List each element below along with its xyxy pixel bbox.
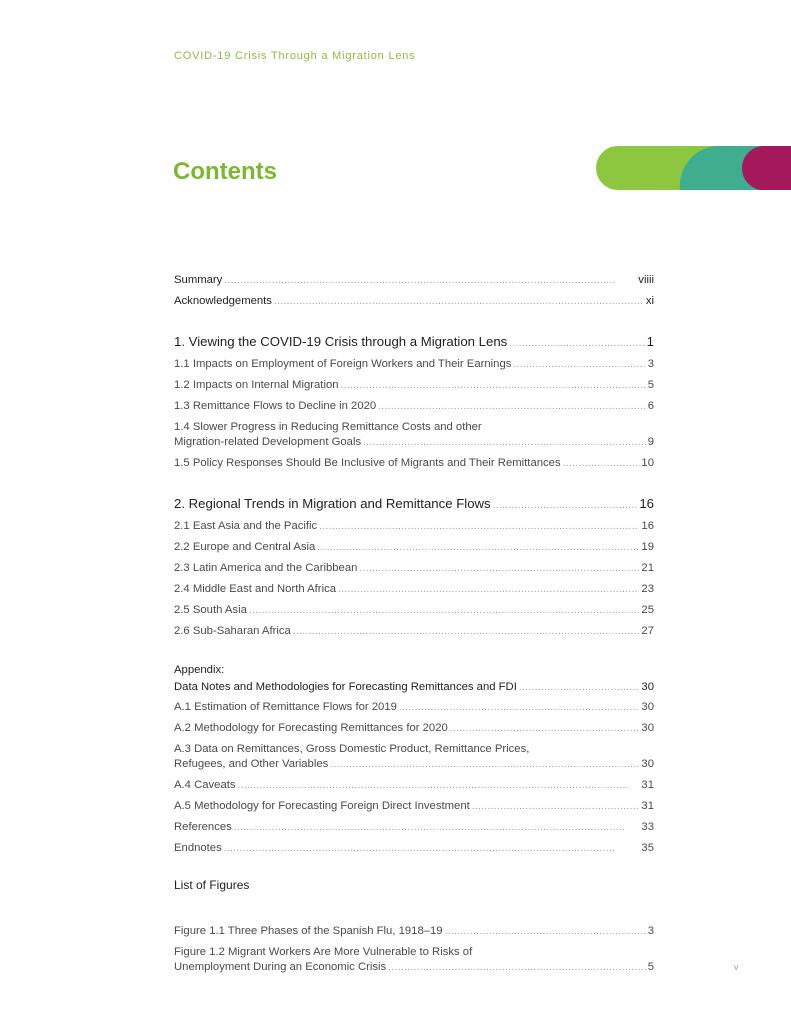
toc-entry-page: 3 xyxy=(647,358,654,370)
toc-entry-title: Endnotes xyxy=(174,842,222,854)
toc-entry-page: 30 xyxy=(641,722,654,734)
leader-dots xyxy=(493,494,638,516)
leader-dots xyxy=(472,796,640,817)
leader-dots xyxy=(317,537,639,558)
leader-dots xyxy=(513,354,645,375)
decorative-color-bar xyxy=(596,146,791,190)
toc-chapter-title: 2. Regional Trends in Migration and Remittance Flows xyxy=(174,496,491,511)
leader-dots xyxy=(274,291,644,312)
toc-entry-page: 35 xyxy=(641,842,654,854)
toc-entry-page: viiii xyxy=(638,274,654,286)
toc-entry-page: 9 xyxy=(647,436,654,448)
toc-entry-title: 2.2 Europe and Central Asia xyxy=(174,541,316,553)
toc-entry-title: Summary xyxy=(174,274,223,286)
toc-entry-page: 31 xyxy=(641,779,654,791)
toc-entry-page: 6 xyxy=(647,400,654,412)
table-of-contents xyxy=(174,270,654,978)
toc-section-1-5[interactable] xyxy=(174,453,654,474)
toc-entry-title: 2.5 South Asia xyxy=(174,604,247,616)
toc-chapter-title: 1. Viewing the COVID-19 Crisis through a Migration Lens xyxy=(174,334,508,349)
toc-entry-page: 16 xyxy=(639,496,654,511)
toc-section-a-1[interactable] xyxy=(174,697,654,718)
leader-dots xyxy=(293,621,640,642)
toc-section-a-4[interactable] xyxy=(174,775,654,796)
toc-section-1-4[interactable] xyxy=(174,420,654,450)
toc-entry-page: 30 xyxy=(641,681,654,693)
toc-section-a-5[interactable] xyxy=(174,796,654,817)
toc-figure-1-2[interactable] xyxy=(174,945,654,975)
toc-chapter-1[interactable] xyxy=(174,332,654,354)
toc-entry-page: 31 xyxy=(641,800,654,812)
toc-entry-page: 23 xyxy=(641,583,654,595)
leader-dots xyxy=(519,678,640,697)
toc-section-1-1[interactable] xyxy=(174,354,654,375)
toc-entry-page: 30 xyxy=(641,758,654,770)
toc-entry-title-line2: Refugees, and Other Variables xyxy=(174,758,329,770)
leader-dots xyxy=(363,435,646,450)
toc-entry-page: 27 xyxy=(641,625,654,637)
leader-dots xyxy=(341,375,646,396)
toc-entry-acknowledgements[interactable] xyxy=(174,291,654,312)
toc-entry-page: 1 xyxy=(646,334,654,349)
toc-entry-page: 16 xyxy=(641,520,654,532)
toc-section-2-2[interactable] xyxy=(174,537,654,558)
toc-entry-title: A.2 Methodology for Forecasting Remittances for 2020 xyxy=(174,722,448,734)
toc-entry-title-line1: 1.4 Slower Progress in Reducing Remittance Costs and other xyxy=(174,421,482,433)
page-number: v xyxy=(734,962,739,972)
toc-chapter-2[interactable] xyxy=(174,494,654,516)
running-header: COVID-19 Crisis Through a Migration Lens xyxy=(174,50,416,62)
toc-entry-title-line2: Unemployment During an Economic Crisis xyxy=(174,961,387,973)
toc-entry-title: A.1 Estimation of Remittance Flows for 2019 xyxy=(174,701,397,713)
toc-section-1-2[interactable] xyxy=(174,375,654,396)
leader-dots xyxy=(234,817,640,838)
toc-entry-page: 5 xyxy=(647,961,654,973)
leader-dots xyxy=(359,558,639,579)
toc-entry-title: 2.4 Middle East and North Africa xyxy=(174,583,337,595)
toc-entry-title: 2.6 Sub-Saharan Africa xyxy=(174,625,291,637)
list-of-figures-heading: List of Figures xyxy=(174,878,250,892)
toc-entry-title: Figure 1.1 Three Phases of the Spanish Flu, 1918–19 xyxy=(174,925,443,937)
toc-entry-page: 5 xyxy=(647,379,654,391)
toc-entry-page: 3 xyxy=(647,925,654,937)
toc-entry-summary[interactable] xyxy=(174,270,654,291)
toc-entry-page: 33 xyxy=(641,821,654,833)
toc-entry-title-line2: Migration-related Development Goals xyxy=(174,436,362,448)
toc-entry-page: 21 xyxy=(641,562,654,574)
toc-entry-title: Acknowledgements xyxy=(174,295,272,307)
toc-section-2-3[interactable] xyxy=(174,558,654,579)
leader-dots xyxy=(330,757,639,772)
leader-dots xyxy=(388,960,645,975)
toc-section-2-4[interactable] xyxy=(174,579,654,600)
leader-dots xyxy=(563,453,640,474)
toc-chapter-title: Data Notes and Methodologies for Forecasting Remittances and FDI xyxy=(174,681,517,693)
toc-section-1-3[interactable] xyxy=(174,396,654,417)
leader-dots xyxy=(319,516,639,537)
toc-section-2-5[interactable] xyxy=(174,600,654,621)
leader-dots xyxy=(224,838,640,859)
toc-entry-title: 2.1 East Asia and the Pacific xyxy=(174,520,318,532)
toc-entry-title: 1.2 Impacts on Internal Migration xyxy=(174,379,339,391)
toc-entry-title-line1: Figure 1.2 Migrant Workers Are More Vulnerable to Risks of xyxy=(174,946,473,958)
leader-dots xyxy=(509,332,644,354)
toc-entry-page: xi xyxy=(645,295,654,307)
toc-entry-title: 1.5 Policy Responses Should Be Inclusive of Migrants and Their Remittances xyxy=(174,457,561,469)
leader-dots xyxy=(249,600,640,621)
toc-entry-title: A.4 Caveats xyxy=(174,779,236,791)
leader-dots xyxy=(378,396,646,417)
toc-entry-title: 1.1 Impacts on Employment of Foreign Workers and Their Earnings xyxy=(174,358,512,370)
toc-appendix-title[interactable] xyxy=(174,678,654,697)
toc-appendix-label: Appendix: xyxy=(174,664,225,676)
toc-entry-title: 1.3 Remittance Flows to Decline in 2020 xyxy=(174,400,377,412)
toc-entry-title: 2.3 Latin America and the Caribbean xyxy=(174,562,358,574)
toc-entry-page: 19 xyxy=(641,541,654,553)
page-title: Contents xyxy=(173,158,277,185)
toc-entry-page: 30 xyxy=(641,701,654,713)
leader-dots xyxy=(399,697,640,718)
toc-entry-title: A.5 Methodology for Forecasting Foreign Direct Investment xyxy=(174,800,470,812)
toc-entry-references[interactable] xyxy=(174,817,654,838)
toc-section-a-2[interactable] xyxy=(174,718,654,739)
toc-entry-endnotes[interactable] xyxy=(174,838,654,859)
leader-dots xyxy=(450,718,640,739)
toc-entry-title: References xyxy=(174,821,232,833)
toc-entry-title-line1: A.3 Data on Remittances, Gross Domestic Product, Remittance Prices, xyxy=(174,743,530,755)
leader-dots xyxy=(445,921,646,942)
toc-section-2-1[interactable] xyxy=(174,516,654,537)
toc-figure-1-1[interactable] xyxy=(174,921,654,942)
toc-section-a-3[interactable] xyxy=(174,742,654,772)
leader-dots xyxy=(238,775,640,796)
toc-entry-page: 25 xyxy=(641,604,654,616)
toc-entry-page: 10 xyxy=(641,457,654,469)
leader-dots xyxy=(224,270,636,291)
toc-section-2-6[interactable] xyxy=(174,621,654,642)
leader-dots xyxy=(338,579,639,600)
